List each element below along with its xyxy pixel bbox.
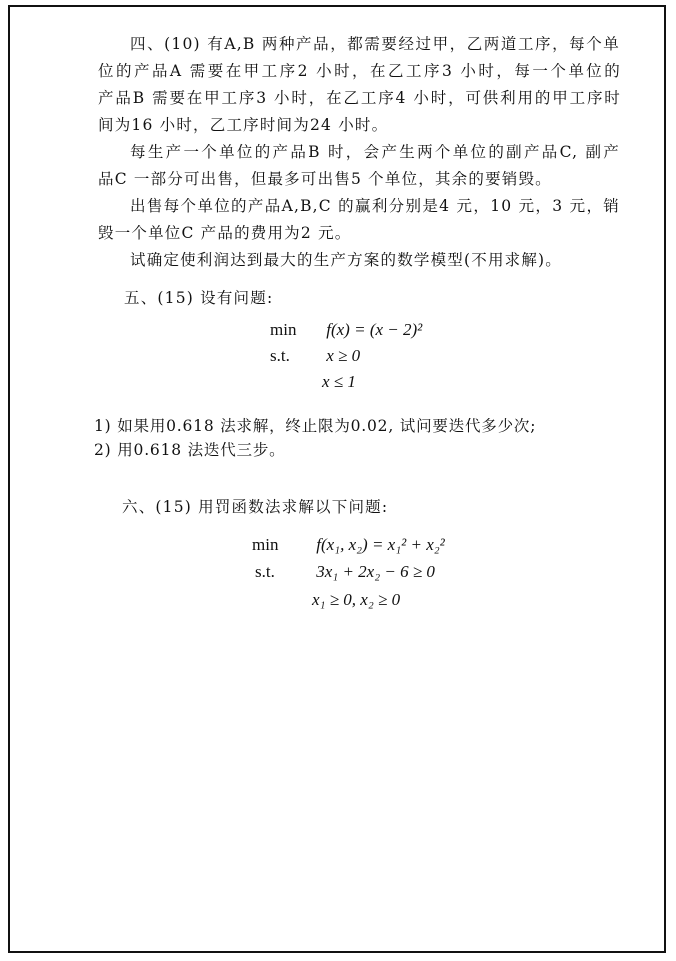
question-item: 2) 用0.618 法迭代三步。: [94, 441, 286, 459]
constraint: x ≤ 1: [322, 372, 356, 391]
objective-row: [252, 535, 445, 555]
section-4-line: 品C 一部分可出售，但最多可出售5 个单位，其余的要销毁。: [98, 170, 552, 188]
constraint-row: [255, 562, 435, 582]
objective-row: [270, 320, 422, 340]
section-4-line: 毁一个单位C 产品的费用为2 元。: [98, 224, 352, 242]
section-4-line: 间为16 小时，乙工序时间为24 小时。: [98, 116, 389, 134]
section-5-header: 五、(15) 设有问题:: [124, 289, 274, 307]
section-4-line: 出售每个单位的产品A,B,C 的赢利分别是4 元，10 元，3 元，销: [130, 197, 620, 215]
objective-function: f(x₁, x₂) = x₁² + x₂²: [316, 535, 445, 554]
section-6-header: 六、(15) 用罚函数法求解以下问题:: [122, 498, 389, 516]
st-label: s.t.: [270, 346, 290, 365]
question-item: 1) 如果用0.618 法求解，终止限为0.02, 试问要迭代多少次;: [94, 417, 537, 435]
constraint-row: [312, 590, 400, 610]
min-label: min: [270, 320, 297, 339]
objective-function: f(x) = (x − 2)²: [326, 320, 423, 339]
constraint: 3x₁ + 2x₂ − 6 ≥ 0: [316, 562, 435, 581]
min-label: min: [252, 535, 279, 554]
section-4-line: 产品B 需要在甲工序3 小时，在乙工序4 小时，可供利用的甲工序时: [98, 89, 621, 107]
constraint-row: [270, 346, 360, 366]
section-4-line: 试确定使利润达到最大的生产方案的数学模型(不用求解)。: [130, 251, 562, 269]
section-4-line: 位的产品A 需要在甲工序2 小时，在乙工序3 小时，每一个单位的: [98, 62, 621, 80]
section-4-line: 每生产一个单位的产品B 时，会产生两个单位的副产品C, 副产: [130, 143, 620, 161]
section-4-line: 四、(10) 有A,B 两种产品，都需要经过甲，乙两道工序，每个单: [130, 35, 620, 53]
constraint-row: [322, 372, 356, 392]
constraint: x₁ ≥ 0, x₂ ≥ 0: [312, 590, 401, 609]
constraint: x ≥ 0: [326, 346, 361, 365]
st-label: s.t.: [255, 562, 275, 581]
